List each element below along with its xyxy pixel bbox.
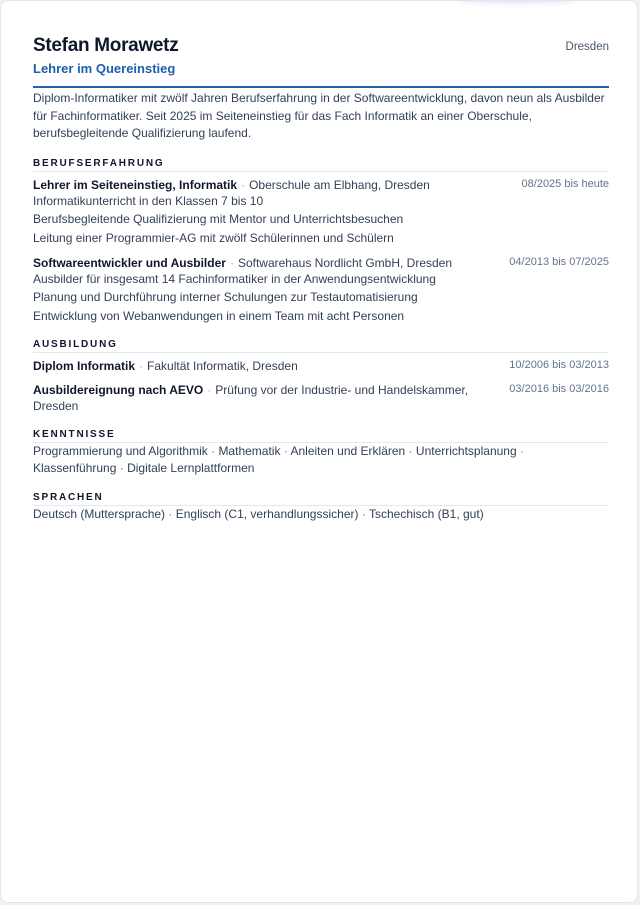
experience-date: 08/2025 bis heute xyxy=(521,177,609,190)
section-title-languages: SPRACHEN xyxy=(33,492,609,506)
education-title: Ausbildereignung nach AEVO xyxy=(33,382,204,397)
section-title-experience: BERUFSERFAHRUNG xyxy=(33,158,609,172)
separator: · xyxy=(520,443,524,458)
separator: · xyxy=(283,443,288,458)
separator: · xyxy=(229,255,234,270)
skill-item: Anleiten und Erklären xyxy=(290,443,406,458)
experience-organization: Softwarehaus Nordlicht GmbH, Dresden xyxy=(237,255,453,270)
experience-bullet: Leitung einer Programmier-AG mit zwölf Schülerinnen und Schülern xyxy=(33,230,394,245)
experience-title: Softwareentwickler und Ausbilder xyxy=(33,255,226,270)
education-list xyxy=(33,358,609,414)
person-location: Dresden xyxy=(565,41,609,53)
skill-item: Klassenführung xyxy=(33,460,117,475)
education-entry xyxy=(33,382,609,414)
separator: · xyxy=(241,177,246,192)
experience-bullet: Ausbilder für insgesamt 14 Fachinformatiker in der Anwendungsentwicklung xyxy=(33,271,436,286)
separator: · xyxy=(211,443,216,458)
person-name: Stefan Morawetz xyxy=(33,35,179,56)
experience-organization: Oberschule am Elbhang, Dresden xyxy=(249,177,430,192)
experience-bullet: Entwicklung von Webanwendungen in einem Team mit acht Personen xyxy=(33,308,405,323)
experience-entry xyxy=(33,177,609,246)
languages-list xyxy=(33,506,609,523)
skill-item: Mathematik xyxy=(218,443,281,458)
experience-bullet: Planung und Durchführung interner Schulungen zur Testautomatisierung xyxy=(33,290,418,304)
experience-bullets xyxy=(33,193,609,246)
section-title-skills: KENNTNISSE xyxy=(33,429,609,443)
experience-bullets xyxy=(33,271,609,324)
language-item: Deutsch (Muttersprache) xyxy=(33,506,166,521)
section-title-education: AUSBILDUNG xyxy=(33,339,609,353)
experience-bullet: Informatikunterricht in den Klassen 7 bis 10 xyxy=(33,193,264,208)
experience-title: Lehrer im Seiteneinstieg, Informatik xyxy=(33,177,238,192)
education-date: 10/2006 bis 03/2013 xyxy=(509,358,609,371)
skill-item: Digitale Lernplattformen xyxy=(127,460,255,475)
profile-summary: Diplom-Informatiker mit zwölf Jahren Berufserfahrung in der Softwareentwicklung, davon neun als Ausbilder für Fachinformatiker. Seit 2025 im Seiteneinstieg für das Fach Informatik an einer Oberschule, berufsbegleitende Qualifizierung laufend. xyxy=(33,91,605,140)
education-date: 03/2016 bis 03/2016 xyxy=(509,382,609,395)
skill-item: Programmierung und Algorithmik xyxy=(33,443,208,458)
language-item: Englisch (C1, verhandlungssicher) xyxy=(175,506,359,521)
experience-bullet: Berufsbegleitende Qualifizierung mit Mentor und Unterrichtsbesuchen xyxy=(33,212,404,226)
separator: · xyxy=(207,382,212,397)
skill-item: Unterrichtsplanung xyxy=(415,443,517,458)
education-entry xyxy=(33,358,609,374)
resume-header xyxy=(33,33,609,88)
experience-date: 04/2013 bis 07/2025 xyxy=(509,255,609,268)
person-role: Lehrer im Quereinstieg xyxy=(33,61,176,76)
separator: · xyxy=(361,506,366,521)
resume-content xyxy=(33,33,609,523)
separator: · xyxy=(168,506,173,521)
language-item: Tschechisch (B1, gut) xyxy=(368,506,484,521)
separator: · xyxy=(408,443,413,458)
education-institution: Prüfung vor der Industrie- und Handelskammer, Dresden xyxy=(33,382,469,413)
page-edge-glow xyxy=(457,0,577,3)
education-institution: Fakultät Informatik, Dresden xyxy=(147,358,298,373)
separator: · xyxy=(139,358,144,373)
experience-entry xyxy=(33,255,609,324)
education-title: Diplom Informatik xyxy=(33,358,136,373)
separator: · xyxy=(119,460,124,475)
skills-list xyxy=(33,443,609,477)
